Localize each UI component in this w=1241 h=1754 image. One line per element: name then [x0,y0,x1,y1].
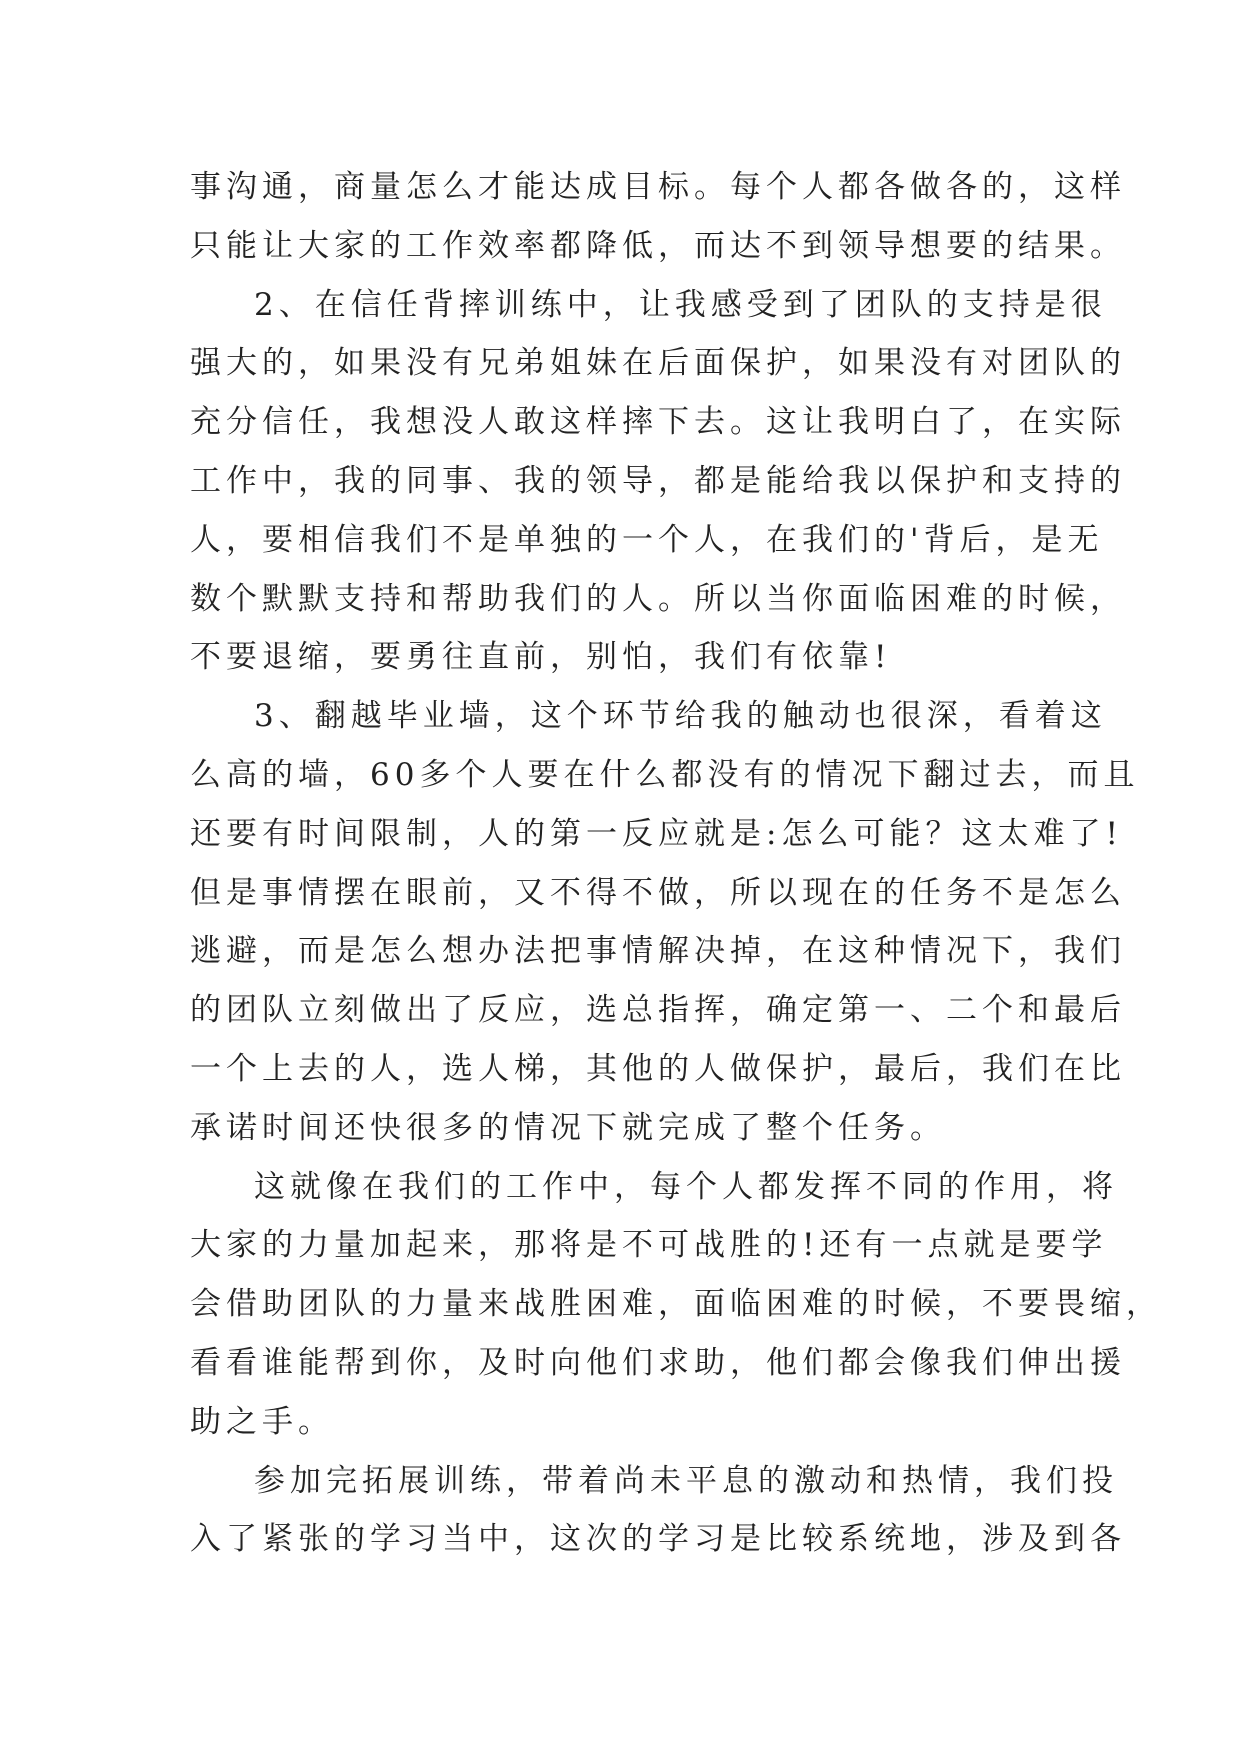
text-line: 还要有时间限制，人的第一反应就是:怎么可能？这太难了! [190,815,1123,852]
text-line: 的团队立刻做出了反应，选总指挥，确定第一、二个和最后 [190,992,1126,1029]
text-line: 不要退缩，要勇往直前，别怕，我们有依靠! [190,639,892,676]
text-line: 强大的，如果没有兄弟姐妹在后面保护，如果没有对团队的 [190,345,1126,382]
text-line: 工作中，我的同事、我的领导，都是能给我以保护和支持的 [190,462,1126,499]
text-line: 人，要相信我们不是单独的一个人，在我们的'背后，是无 [190,521,1104,558]
paragraph-start-line: 这就像在我们的工作中，每个人都发挥不同的作用，将 [254,1168,1118,1205]
text-line: 但是事情摆在眼前，又不得不做，所以现在的任务不是怎么 [190,874,1126,911]
text-line: 只能让大家的工作效率都降低，而达不到领导想要的结果。 [190,227,1126,264]
text-line: 么高的墙，60多个人要在什么都没有的情况下翻过去，而且 [190,756,1140,793]
document-body [190,158,1162,1569]
text-line: 助之手。 [190,1403,334,1440]
text-line: 入了紧张的学习当中，这次的学习是比较系统地，涉及到各 [190,1521,1126,1558]
text-line: 逃避，而是怎么想办法把事情解决掉，在这种情况下，我们 [190,933,1126,970]
paragraph-start-line: 2、在信任背摔训练中，让我感受到了团队的支持是很 [254,286,1107,323]
text-line: 事沟通，商量怎么才能达成目标。每个人都各做各的，这样 [190,169,1126,205]
text-line: 充分信任，我想没人敢这样摔下去。这让我明白了，在实际 [190,404,1126,441]
text-line: 一个上去的人，选人梯，其他的人做保护，最后，我们在比 [190,1050,1126,1087]
paragraph-start-line: 参加完拓展训练，带着尚未平息的激动和热情，我们投 [254,1462,1118,1499]
text-line: 看看谁能帮到你，及时向他们求助，他们都会像我们伸出援 [190,1344,1126,1381]
text-line: 会借助团队的力量来战胜困难，面临困难的时候，不要畏缩， [190,1286,1162,1323]
text-line: 数个默默支持和帮助我们的人。所以当你面临困难的时候， [190,580,1126,617]
text-line: 大家的力量加起来，那将是不可战胜的!还有一点就是要学 [190,1227,1108,1264]
text-line: 承诺时间还快很多的情况下就完成了整个任务。 [190,1109,946,1146]
paragraph-start-line: 3、翻越毕业墙，这个环节给我的触动也很深，看着这 [254,698,1107,735]
